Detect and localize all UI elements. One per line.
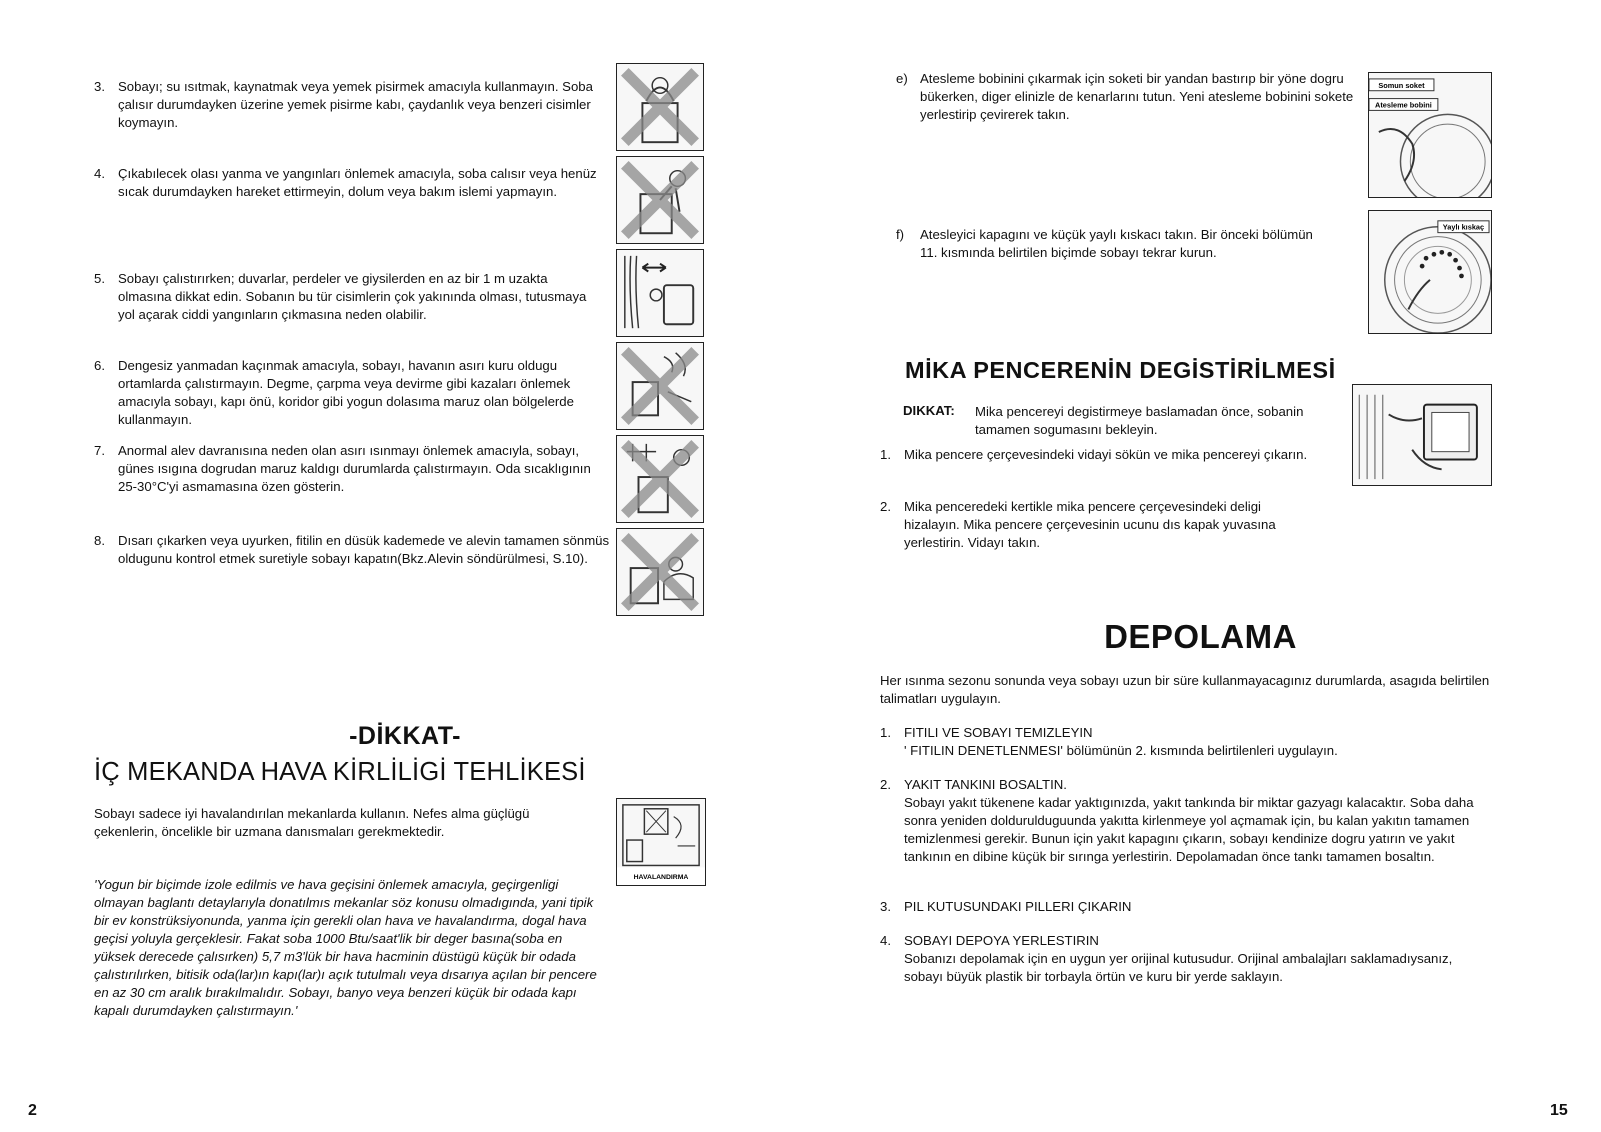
storage-intro: Her ısınma sezonu sonunda veya sobayı uzun bir süre kullanmayacagınız durumlarda, asagıda belirtilen talimatları uygulayın. xyxy=(880,673,1490,706)
coil-removal-figure xyxy=(1368,72,1492,198)
safety-item-3 xyxy=(94,78,604,132)
spring-clip-figure xyxy=(1368,210,1492,334)
safety-item-4 xyxy=(94,165,604,201)
item-number: 1. xyxy=(880,725,891,740)
step-f xyxy=(896,226,1326,262)
item-text: Anormal alev davranısına neden olan asırı ısınmayı önlemek amacıyla, sobayı, günes ısıgına dogrudan maruz kaldıgı durumlarda çalıstırmayın. Oda sıcaklıgının 25-30°C'yi asmamasına özen gösterin. xyxy=(118,443,591,494)
item-number: 5. xyxy=(94,271,105,286)
item-text: Dengesiz yanmadan kaçınmak amacıyla, sobayı, havanın asırı kuru oldugu ortamlarda çalıstırmayın. Degme, çarpma veya devirme gibi kazaları önlemek amacıyla sobayı, kapı önü, koridor gibi yogun dolasıma maruz olan bölgelerde kullanmayın. xyxy=(118,358,574,427)
distance-pictogram xyxy=(616,249,704,337)
warning-paragraph: Sobayı sadece iyi havalandırılan mekanlarda kullanın. Nefes alma güçlügü çekenlerin, öncelikle bir uzmana danısmaları gerekmektedir. xyxy=(94,806,530,839)
storage-step-1 xyxy=(880,724,1480,760)
safety-item-5 xyxy=(94,270,604,324)
safety-item-8 xyxy=(94,532,614,568)
no-sunlight-pictogram xyxy=(616,435,704,523)
step-heading: FITILI VE SOBAYI TEMIZLEYIN xyxy=(904,725,1093,740)
ventilation-pictogram xyxy=(616,798,706,886)
ventilation-paragraph: 'Yogun bir biçimde izole edilmis ve hava geçisini önlemek amacıyla, geçirgenligi olmayan baglantı detaylarıyla donatılmıs mekanlar söz konusu olmadıgında, yani tipik bir ev konstrüksiyonunda, yanma için gerekli olan hava ve havalandırma, dogal hava geçisi yoluyla gerçeklesir. Fakat soba 1000 Btu/saat'lik bir deger basına(soba en yüksek derecede çalısırken) 5,7 m3'lük bir hava hacminin düstügü küçük bir odada çalıstırılırken, bitisik oda(lar)ın kapı(lar)ı açık tutulmalı veya dısarıya açılan bir pencere en az 30 cm aralık bırakılmalıdır. Sobayı, banyo veya benzeri küçük bir odada kapı kapalı durumdayken çalıstırmayın.' xyxy=(94,877,597,1018)
storage-step-3 xyxy=(880,898,1480,916)
page-number-right: 15 xyxy=(1550,1102,1568,1119)
mica-window-figure xyxy=(1352,384,1492,486)
item-text: Çıkabılecek olası yanma ve yangınları önlemek amacıyla, soba calısır veya henüz sıcak durumdayken hareket ettirmeyin, dolum veya bakım islemi yapmayın. xyxy=(118,166,597,199)
item-text: Atesleme bobinini çıkarmak için soketi bir yandan bastırıp bir yöne dogru bükerken, diger elinizle de kenarlarını tutun. Yeni atesleme bobinini sokete yerlestirip çevirerek takın. xyxy=(920,71,1354,122)
item-text: Mika pencere çerçevesindeki vidayi sökün ve mika pencereyi çıkarın. xyxy=(904,447,1308,462)
item-text: Mika penceredeki kertikle mika pencere çerçevesindeki deligi hizalayın. Mika pencere çerçevesinin ucunu dıs kapak yuvasına yerlestirin. Vidayı takın. xyxy=(904,499,1276,550)
item-text: Sobayı çalıstırırken; duvarlar, perdeler ve giysilerden en az bir 1 m uzakta olmasına dikkat edin. Sobanın bu tür cisimlerin çok yakınında olması, tutusmaya yol açarak ciddi yangınların çıkmasına neden olabilir. xyxy=(118,271,587,322)
item-text: Dısarı çıkarken veya uyurken, fitilin en düsük kademede ve alevin tamamen sönmüs oldugunu kontrol etmek suretiyle sobayı kapatın(Bkz.Alevin söndürülmesi, S.10). xyxy=(118,533,610,566)
step-text: Sobanızı depolamak için en uygun yer orijinal kutusudur. Orijinal ambalajları saklamadıysanız, sobayı büyük plastik bir torbayla örtün ve kuru bir yerde saklayın. xyxy=(904,951,1453,984)
no-moving-pictogram xyxy=(616,156,704,244)
left-page xyxy=(0,0,800,1132)
item-number: 2. xyxy=(880,777,891,792)
storage-step-4 xyxy=(880,932,1480,986)
no-cooking-pictogram xyxy=(616,63,704,151)
step-text: Sobayı yakıt tükenene kadar yaktıgınızda, yakıt tankında bir miktar gazyagı kalacaktır. Soba daha sonra yeniden doldurulduguunda yakıtta kirlenmeye yol açmamak için, bu kalan yakıtın tamamen temizlenmesi gerekir. Bunun için yakıt kapagını çıkarın, sobayı kendinize dogru yatırın ve yakıt tankının en dibine küçük bir sırınga yerlestirin. Depolamadan önce tankı tamamen bosaltın. xyxy=(904,795,1474,864)
step-heading: PIL KUTUSUNDAKI PILLERI ÇIKARIN xyxy=(904,899,1132,914)
item-text: Sobayı; su ısıtmak, kaynatmak veya yemek pisirmek amacıyla kullanmayın. Soba çalısır durumdayken üzerine yemek pisirme kabı, çaydanlık veya benzeri cisimler koymayın. xyxy=(118,79,593,130)
mika-step-2 xyxy=(880,498,1320,552)
no-drafty-area-pictogram xyxy=(616,342,704,430)
figure-label-clip: Yaylı kıskaç xyxy=(1442,222,1485,232)
mika-note-text: Mika pencereyi degistirmeye baslamadan önce, sobanin tamamen sogumasını bekleyin. xyxy=(975,404,1304,437)
step-e xyxy=(896,70,1356,124)
item-number: f) xyxy=(896,227,905,242)
item-text: Atesleyici kapagını ve küçük yaylı kıskacı takın. Bir önceki bölümün 11. kısmında belirtilen biçimde sobayı tekrar kurun. xyxy=(920,227,1313,260)
page-number-left: 2 xyxy=(28,1102,37,1119)
safety-item-6 xyxy=(94,357,614,429)
no-sleeping-pictogram xyxy=(616,528,704,616)
figure-label-coil: Atesleme bobini xyxy=(1375,100,1432,110)
mika-step-1 xyxy=(880,446,1320,464)
storage-section-title: DEPOLAMA xyxy=(1104,618,1297,655)
item-number: 4. xyxy=(880,933,891,948)
ventilation-label: HAVALANDIRMA xyxy=(633,874,689,882)
item-number: e) xyxy=(896,71,908,86)
storage-step-2 xyxy=(880,776,1480,866)
item-number: 8. xyxy=(94,533,105,548)
item-number: 7. xyxy=(94,443,105,458)
step-text: ' FITILIN DENETLENMESI' bölümünün 2. kısmında belirtilenleri uygulayın. xyxy=(904,743,1338,758)
safety-item-7 xyxy=(94,442,604,496)
step-heading: SOBAYI DEPOYA YERLESTIRIN xyxy=(904,933,1099,948)
mika-note-label: DIKKAT: xyxy=(903,403,955,418)
item-number: 3. xyxy=(94,79,105,94)
item-number: 3. xyxy=(880,899,891,914)
warning-title: -DİKKAT- xyxy=(349,722,461,750)
step-heading: YAKIT TANKINI BOSALTIN. xyxy=(904,777,1067,792)
warning-subtitle: İÇ MEKANDA HAVA KİRLİLİGİ TEHLİKESİ xyxy=(94,758,586,786)
item-number: 1. xyxy=(880,447,891,462)
item-number: 2. xyxy=(880,499,891,514)
item-number: 4. xyxy=(94,166,105,181)
mika-section-title: MİKA PENCERENİN DEGİSTİRİLMESİ xyxy=(905,357,1336,383)
item-number: 6. xyxy=(94,358,105,373)
figure-label-socket: Somun soket xyxy=(1378,80,1425,90)
